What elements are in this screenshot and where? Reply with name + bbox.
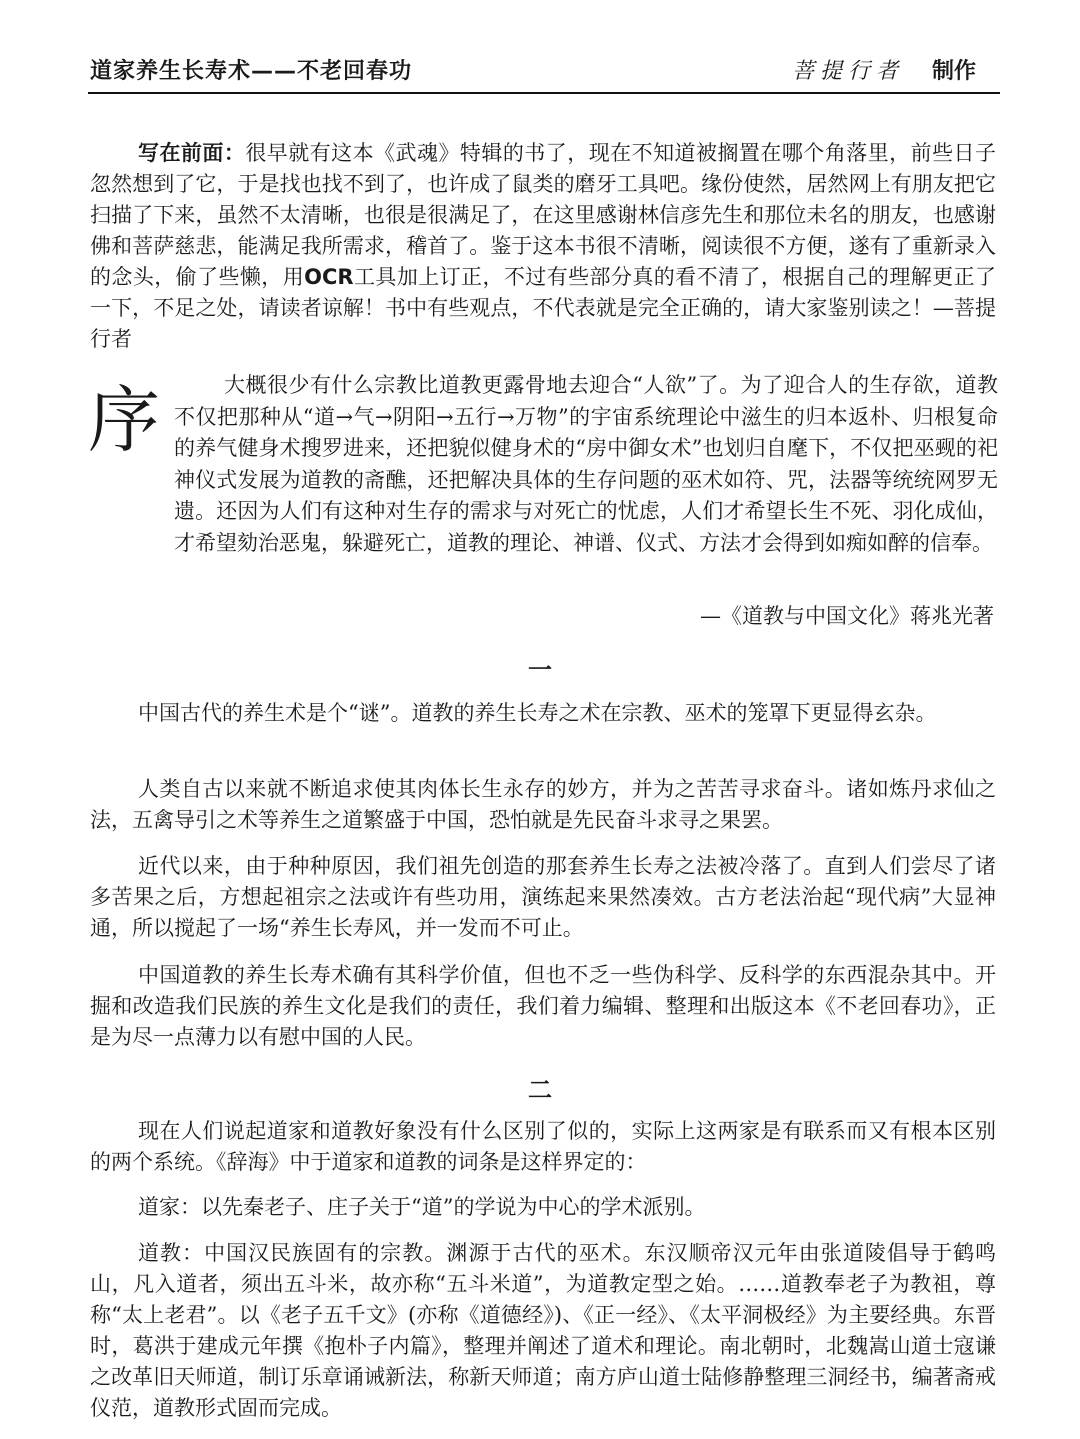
section1-paragraph: 人类自古以来就不断追求使其肉体长生永存的妙方，并为之苦苦寻求奋斗。诸如炼丹求仙之法，五禽导引之术等养生之道繁盛于中国，恐怕就是先民奋斗求寻之果罢。 [90,777,996,832]
book-title: 道家养生长寿术——不老回春功 [90,59,413,84]
section2-paragraph: 道家：以先秦老子、庄子关于“道”的学说为中心的学术派别。 [138,1195,706,1219]
intro-ocr: OCR [304,265,354,289]
preface-citation: —《道教与中国文化》蒋兆光著 [700,604,994,628]
page-header [88,52,1000,94]
intro-lead: 写在前面： [138,141,246,165]
author-name: 菩提行者 [791,59,904,84]
section-number-1: 一 [528,656,552,684]
section-number-2: 二 [528,1076,552,1104]
preface-paragraph: 大概很少有什么宗教比道教更露骨地去迎合“人欲”了。为了迎合人的生存欲，道教不仅把那种从“道→气→阴阳→五行→万物”的宇宙系统理论中滋生的归本返朴、归根复命的养气健身术搜罗进来，还把貌似健身术的“房中御女术”也划归自麾下，不仅把巫觋的祀神仪式发展为道教的斋醮，还把解决具体的生存问题的巫术如符、咒，法器等统统网罗无遗。还因为人们有这种对生存的需求与对死亡的忧虑，人们才希望长生不死、羽化成仙，才希望劾治恶鬼，躲避死亡，道教的理论、神谱、仪式、方法才会得到如痴如醉的信奉。 [174,373,998,555]
section2-paragraph: 道教：中国汉民族固有的宗教。渊源于古代的巫术。东汉顺帝汉元年由张道陵倡导于鹤鸣山，凡入道者，须出五斗米，故亦称“五斗米道”，为道教定型之始。……道教奉老子为教祖，尊称“太上老君”。以《老子五千文》(亦称《道德经》)、《正一经》、《太平洞极经》为主要经典。东晋时，葛洪于建成元年撰《抱朴子内篇》，整理并阐述了道术和理论。南北朝时，北魏嵩山道士寇谦之改革旧天师道，制订乐章诵诫新法，称新天师道；南方庐山道士陆修静整理三洞经书，编著斋戒仪范，道教形式固而完成。 [90,1241,996,1420]
intro-text-2: 工具加上订正，不过有些部分真的看不清了，根据自己的理解更正了一下，不足之处，请读者谅解！书中有些观点，不代表就是完全正确的，请大家鉴别读之！—菩提行者 [90,265,996,351]
section1-paragraph: 中国道教的养生长寿术确有其科学价值，但也不乏一些伪科学、反科学的东西混杂其中。开掘和改造我们民族的养生文化是我们的责任，我们着力编辑、整理和出版这本《不老回春功》，正是为尽一点薄力以有慰中国的人民。 [90,963,996,1049]
intro-paragraph [90,138,996,355]
section1-paragraph: 近代以来，由于种种原因，我们祖先创造的那套养生长寿之法被冷落了。直到人们尝尽了诸多苦果之后，方想起祖宗之法或许有些功用，演练起来果然凑效。古方老法治起“现代病”大显神通，所以搅起了一场“养生长寿风，并一发而不可止。 [90,854,996,940]
preface-heading-char: 序 [88,378,161,462]
credit [792,54,976,85]
made-label: 制作 [931,59,976,84]
intro-text-1: 很早就有这本《武魂》特辑的书了，现在不知道被搁置在哪个角落里，前些日子忽然想到了它，于是找也找不到了，也许成了鼠类的磨牙工具吧。缘份使然，居然网上有朋友把它扫描了下来，虽然不太清晰，也很是很满足了，在这里感谢林信彦先生和那位未名的朋友，也感谢佛和菩萨慈悲，能满足我所需求，稽首了。鉴于这本书很不清晰，阅读很不方便，遂有了重新录入的念头，偷了些懒，用 [90,141,997,289]
section2-paragraph: 现在人们说起道家和道教好象没有什么区别了似的，实际上这两家是有联系而又有根本区别的两个系统。《辞海》中于道家和道教的词条是这样界定的： [90,1119,996,1174]
section1-paragraph: 中国古代的养生术是个“谜”。道教的养生长寿之术在宗教、巫术的笼罩下更显得玄杂。 [138,701,937,725]
